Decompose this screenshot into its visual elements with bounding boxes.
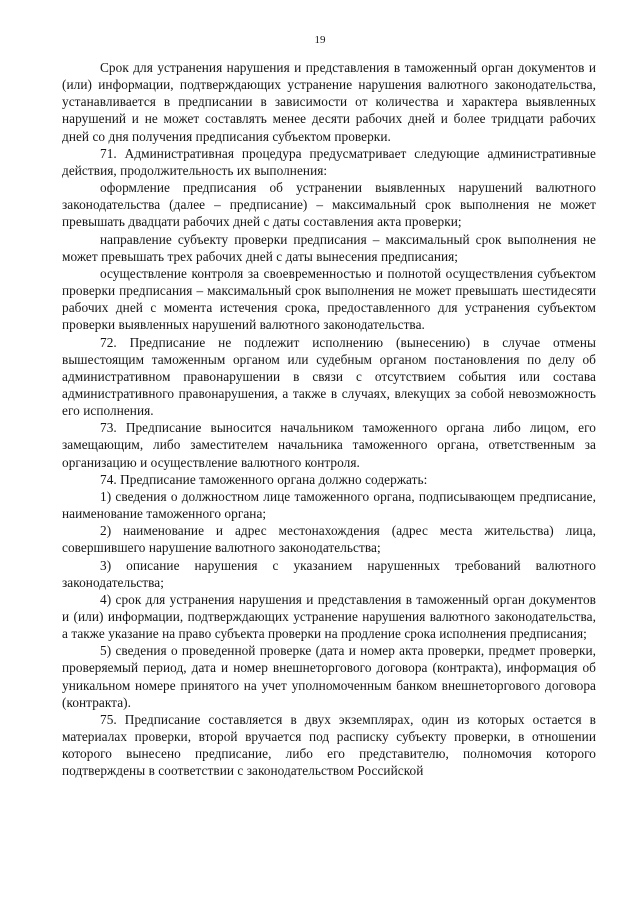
paragraph-74-item-5: 5) сведения о проведенной проверке (дата и номер акта проверки, предмет проверки, проверяемый период, дата и номер внешнеторгового договора (контракта), информация об уникальном номере принятого на учет уполномоченным банком внешнеторгового договора (контракта). bbox=[62, 643, 596, 710]
paragraph-74-item-1: 1) сведения о должностном лице таможенного органа, подписывающем предписание, наименование таможенного органа; bbox=[62, 488, 596, 522]
page-number: 19 bbox=[314, 34, 326, 46]
paragraph-74: 74. Предписание таможенного органа должно содержать: bbox=[100, 471, 428, 487]
document-body bbox=[62, 59, 596, 780]
paragraph-73: 73. Предписание выносится начальником таможенного органа либо лицом, его замещающим, либо заместителем начальника таможенного органа, ответственным за организацию и осуществление валютного контроля. bbox=[62, 420, 596, 470]
paragraph-74-item-3: 3) описание нарушения с указанием нарушенных требований валютного законодательства; bbox=[62, 557, 596, 590]
paragraph-72: 72. Предписание не подлежит исполнению (вынесению) в случае отмены вышестоящим таможенным органом или судебным органом постановления по делу об административном правонарушении в связи с отсутствием события или состава административного правонарушения, а также в случаях, влекущих за собой невозможность его исполнения. bbox=[62, 334, 596, 419]
paragraph-71-step-issue: оформление предписания об устранении выявленных нарушений валютного законодательства (далее – предписание) – максимальный срок выполнения не может превышать двадцати рабочих дней с даты составления акта проверки; bbox=[62, 180, 596, 230]
paragraph-71: 71. Административная процедура предусматривает следующие административные действия, продолжительность их выполнения: bbox=[62, 145, 596, 178]
paragraph-74-item-2: 2) наименование и адрес местонахождения (адрес места жительства) лица, совершившего нарушение валютного законодательства; bbox=[62, 523, 596, 556]
paragraph-71-step-send: направление субъекту проверки предписания – максимальный срок выполнения не может превышать трех рабочих дней с даты вынесения предписания; bbox=[62, 231, 596, 264]
paragraph-deadline-description: Срок для устранения нарушения и представления в таможенный орган документов и (или) информации, подтверждающих устранение нарушения валютного законодательства, устанавливается в предписании в зависимости от количества и характера выявленных нарушений и не может составлять менее десяти рабочих дней и более тридцати рабочих дней со дня получения предписания субъектом проверки. bbox=[62, 60, 596, 144]
paragraph-71-step-control: осуществление контроля за своевременностью и полнотой осуществления субъектом проверки предписания – максимальный срок выполнения не может превышать шестидесяти рабочих дней с момента истечения срока, предоставленного для устранения субъектом проверки выявленных нарушений валютного законодательства. bbox=[62, 265, 596, 333]
paragraph-75: 75. Предписание составляется в двух экземплярах, один из которых остается в материалах проверки, второй вручается под расписку субъекту проверки, в отношении которого вынесено предписание, либо его представителю, полномочия которого подтверждены в соответствии с законодательством Российской bbox=[62, 711, 596, 779]
paragraph-74-item-4: 4) срок для устранения нарушения и представления в таможенный орган документов и (или) информации, подтверждающих устранение нарушения валютного законодательства, а также указание на право субъекта проверки на продление срока исполнения предписания; bbox=[62, 591, 596, 642]
